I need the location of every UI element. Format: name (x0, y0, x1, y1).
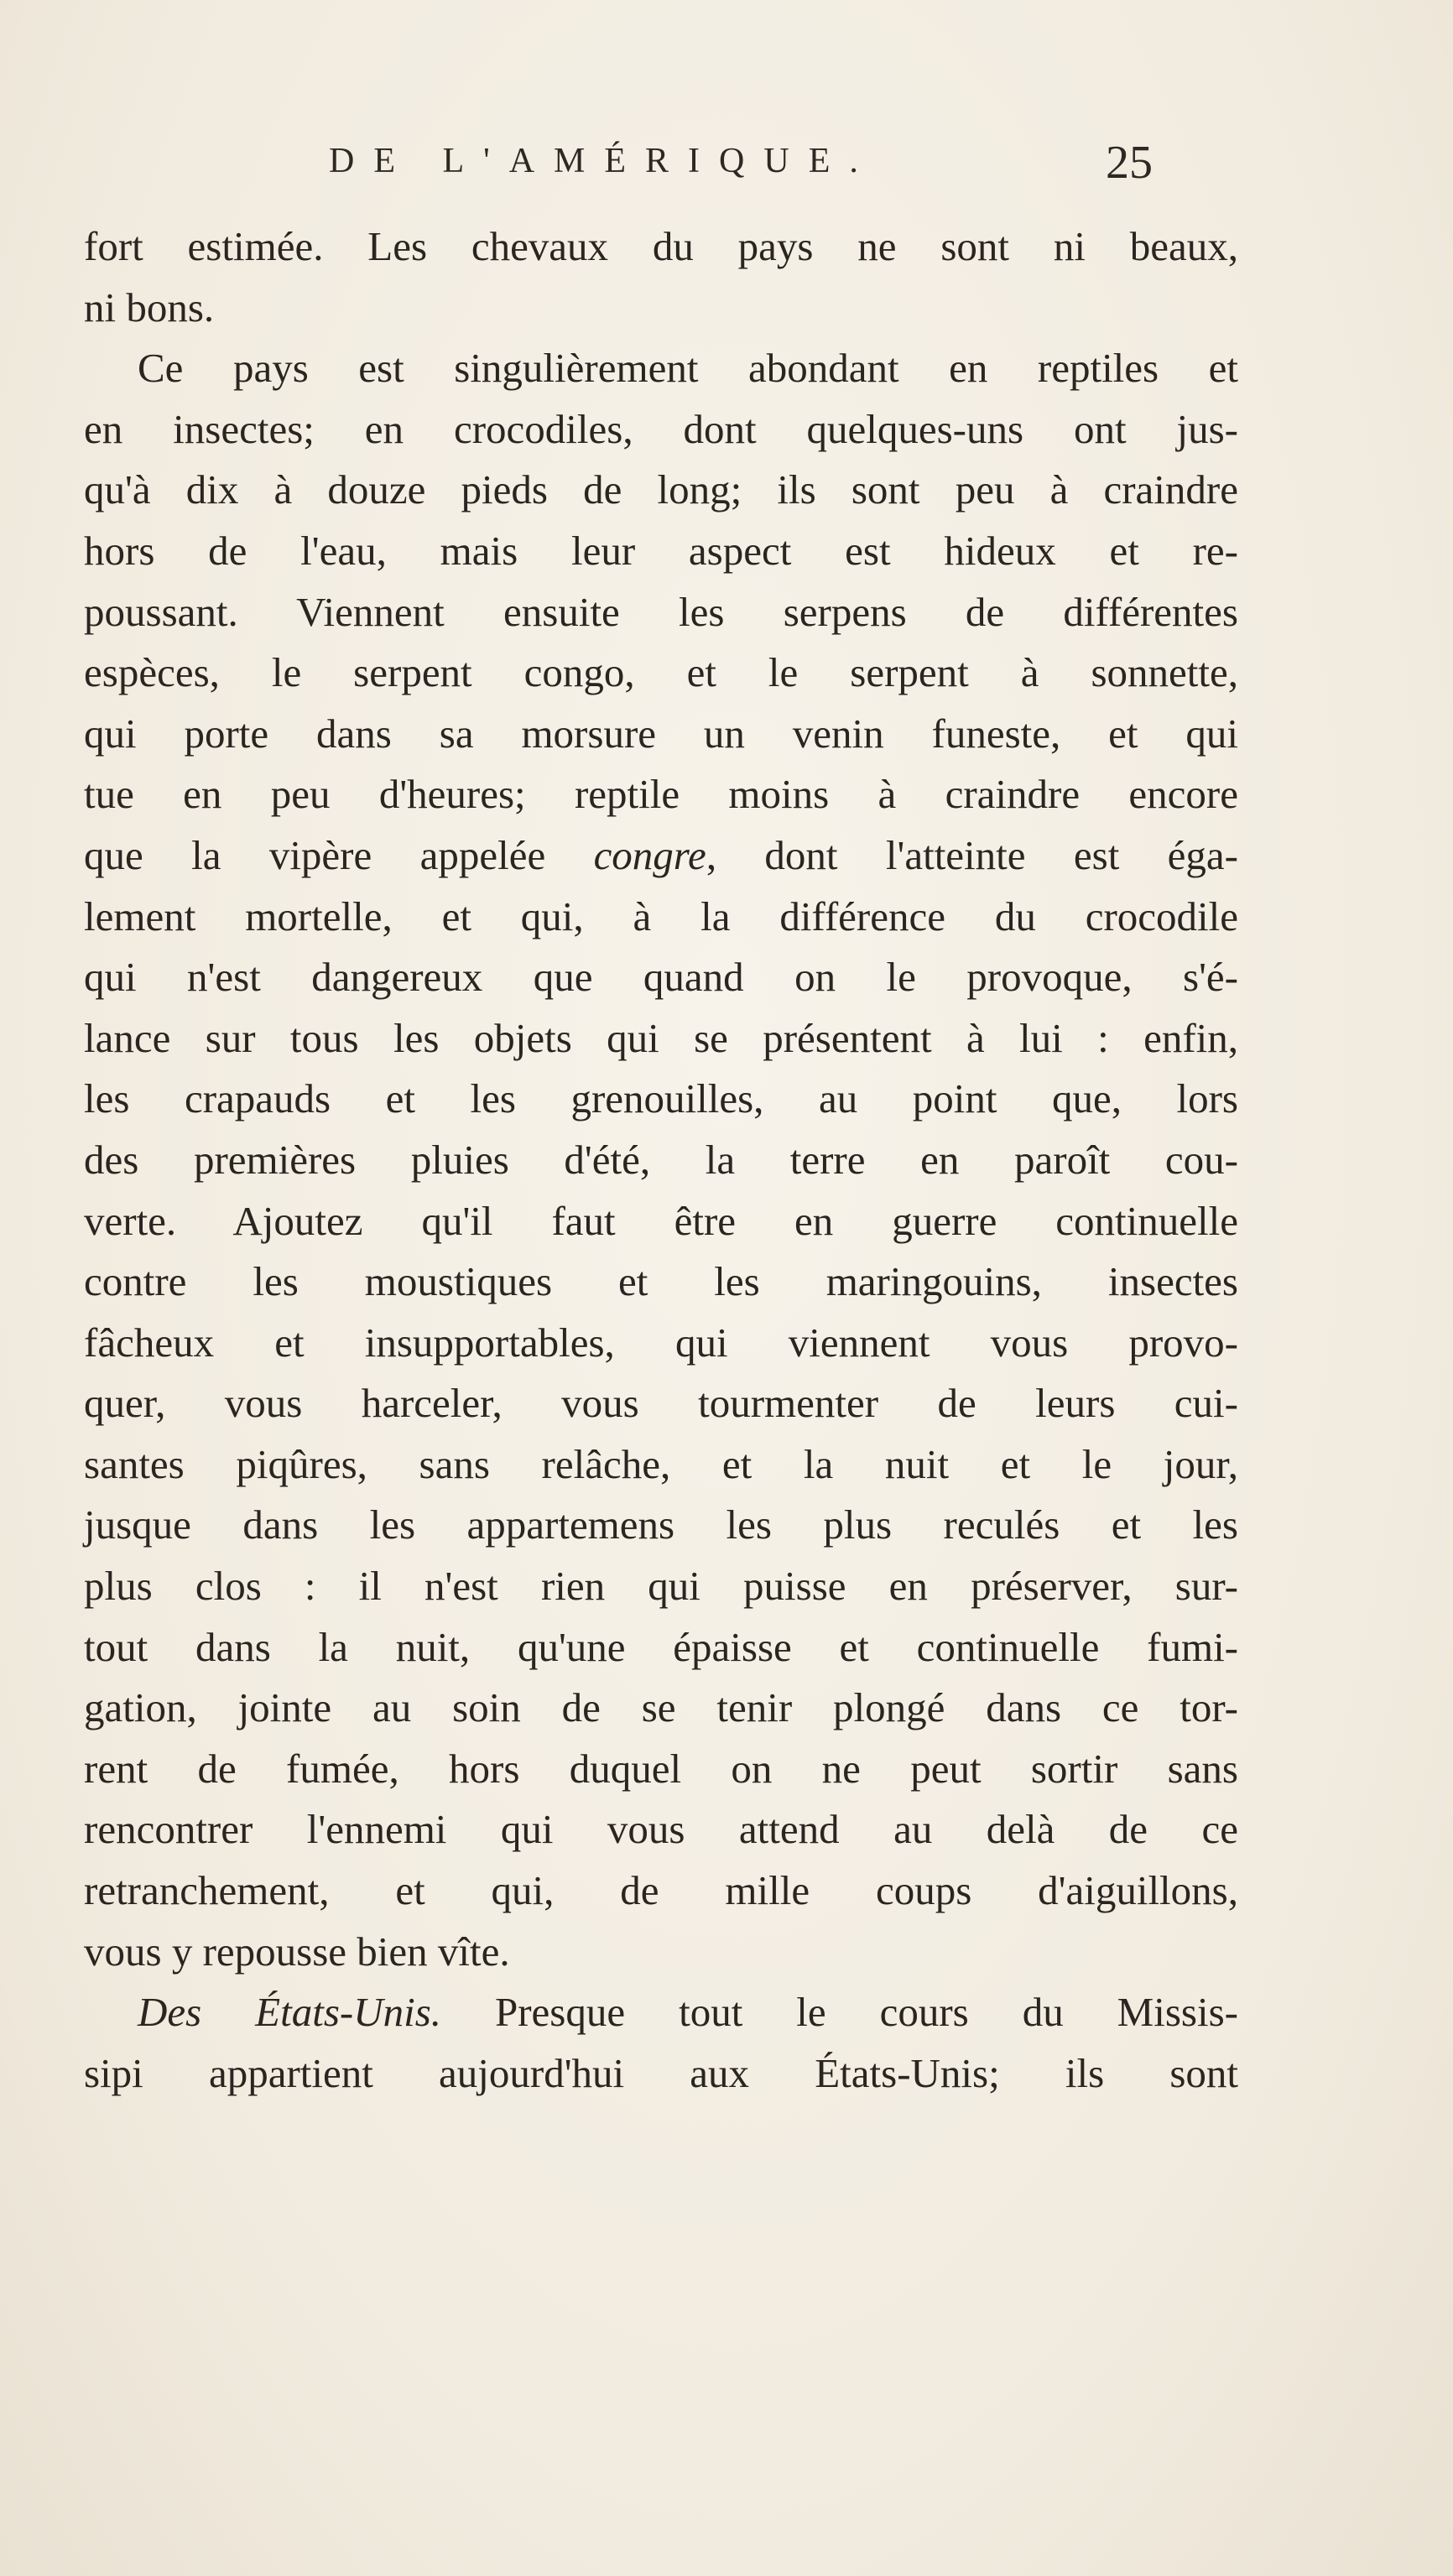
text-line: qui porte dans sa morsure un venin funeste, et qui (84, 710, 1238, 757)
text-line: qu'à dix à douze pieds de long; ils sont peu à craindre (84, 466, 1238, 513)
text-line: poussant. Viennent ensuite les serpens de différentes (84, 588, 1238, 635)
text-line: tue en peu d'heures; reptile moins à craindre encore (84, 771, 1238, 818)
text-line: rencontrer l'ennemi qui vous attend au delà de ce (84, 1806, 1238, 1853)
section-heading-etats-unis: Des États-Unis. (138, 1989, 442, 2036)
etats-unis-first-rest: Presque tout le cours du Missis- (441, 1989, 1238, 2036)
text-line: quer, vous harceler, vous tourmenter de leurs cui- (84, 1380, 1238, 1427)
text-line: qui n'est dangereux que quand on le provoque, s'é- (84, 954, 1238, 1001)
text-line: Ce pays est singulièrement abondant en reptiles et (138, 345, 1238, 392)
text-line-congre (84, 825, 1238, 887)
congre-before: que la vipère appelée (84, 831, 594, 878)
text-line: lement mortelle, et qui, à la différence du crocodile (84, 892, 1238, 939)
text-line-etats-unis (84, 1982, 1238, 2043)
page-number: 25 (1106, 137, 1153, 189)
italic-word-congre: congre (593, 831, 706, 878)
text-line: des premières pluies d'été, la terre en paroît cou- (84, 1136, 1238, 1183)
text-line: hors de l'eau, mais leur aspect est hideux et re- (84, 527, 1238, 574)
text-line: espèces, le serpent congo, et le serpent à sonnette, (84, 649, 1238, 696)
text-line: jusque dans les appartemens les plus reculés et les (84, 1501, 1238, 1548)
text-line: lance sur tous les objets qui se présentent à lui : enfin, (84, 1014, 1238, 1061)
text-line: verte. Ajoutez qu'il faut être en guerre continuelle (84, 1197, 1238, 1244)
text-line: ni bons. (84, 284, 215, 330)
text-line: plus clos : il n'est rien qui puisse en préserver, sur- (84, 1563, 1238, 1610)
text-line: tout dans la nuit, qu'une épaisse et continuelle fumi- (84, 1623, 1238, 1670)
running-head: DE L'AMÉRIQUE. (329, 142, 878, 180)
text-line: fort estimée. Les chevaux du pays ne sont ni beaux, (84, 223, 1238, 269)
text-line: vous y repousse bien vîte. (84, 1928, 510, 1975)
congre-after: , dont l'atteinte est éga- (706, 831, 1238, 878)
text-line: santes piqûres, sans relâche, et la nuit et le jour, (84, 1440, 1238, 1487)
text-line: gation, jointe au soin de se tenir plongé dans ce tor- (84, 1684, 1238, 1731)
text-line: rent de fumée, hors duquel on ne peut sortir sans (84, 1745, 1238, 1792)
text-line: en insectes; en crocodiles, dont quelques-uns ont jus- (84, 405, 1238, 452)
text-line: retranchement, et qui, de mille coups d'aiguillons, (84, 1867, 1238, 1914)
text-line: contre les moustiques et les maringouins, insectes (84, 1258, 1238, 1305)
text-line: sipi appartient aujourd'hui aux États-Unis; ils sont (84, 2049, 1238, 2096)
text-line: fâcheux et insupportables, qui viennent vous provo- (84, 1319, 1238, 1366)
body-text (84, 216, 1238, 2104)
text-line: les crapauds et les grenouilles, au point que, lors (84, 1075, 1238, 1122)
